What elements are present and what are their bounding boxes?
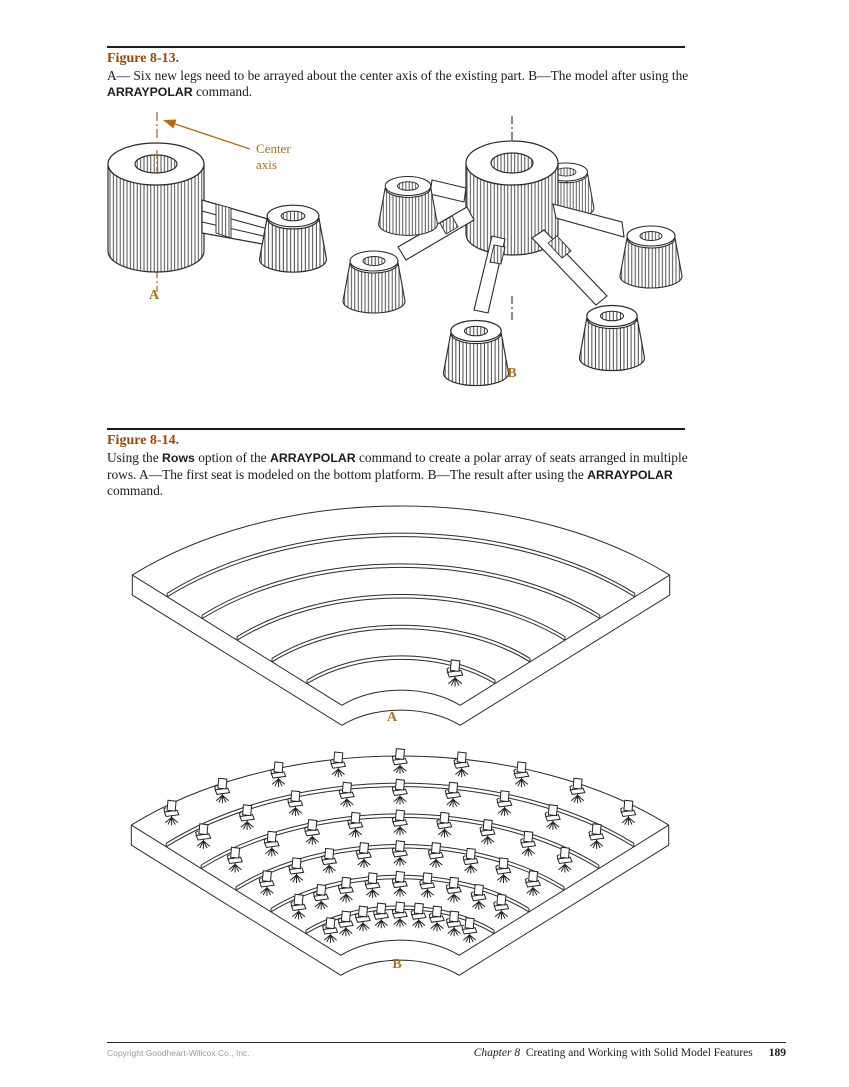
figure-8-13-caption	[107, 68, 691, 100]
figure-8-14-label-a: A	[386, 710, 398, 725]
center-axis-annotation	[256, 141, 291, 173]
page-number: 189	[768, 1047, 786, 1059]
command-name: ARRAYPOLAR	[587, 467, 673, 482]
figure-8-14-a-illustration	[95, 498, 715, 734]
footer-chapter-info	[474, 1047, 786, 1059]
command-name: ARRAYPOLAR	[269, 451, 356, 465]
figure-8-13-heading: Figure 8-13.	[107, 51, 180, 66]
seat-glyph	[392, 749, 407, 774]
chapter-label: Chapter 8	[473, 1047, 521, 1059]
option-name: Rows	[162, 451, 195, 465]
caption-text: command to create a polar array of seats arranged in multiple rows. A—The first seat is modeled on the bottom platform. B—The result after using the	[107, 450, 688, 482]
caption-text: Using the	[107, 450, 163, 465]
center-axis-label-line1: Center	[256, 141, 291, 156]
section-rule-top	[107, 46, 685, 48]
page-footer	[107, 1042, 786, 1059]
seat-glyph	[454, 752, 469, 777]
caption-text: command.	[192, 83, 253, 99]
figure-8-14-b-illustration	[95, 740, 715, 990]
figure-8-13-illustration	[90, 100, 710, 400]
figure-8-13-label-a: A	[148, 288, 160, 303]
copyright-text: Copyright Goodheart-Willcox Co., Inc.	[107, 1048, 250, 1058]
seat-glyph	[514, 762, 529, 787]
seat-glyph	[271, 762, 286, 787]
caption-text: command.	[107, 483, 164, 499]
section-rule-middle	[107, 428, 685, 430]
caption-text: A— Six new legs need to be arrayed about the center axis of the existing part. B—The model after using the	[107, 68, 689, 83]
center-axis-label-line2: axis	[256, 157, 277, 172]
figure-8-14-caption	[107, 450, 691, 499]
command-name: ARRAYPOLAR	[107, 84, 193, 99]
seat-glyph	[331, 752, 346, 777]
figure-8-14-heading: Figure 8-14.	[107, 433, 180, 448]
figure-8-14-label-b: B	[392, 957, 402, 972]
figure-8-13-label-b: B	[507, 366, 517, 381]
chapter-title: Creating and Working with Solid Model Features	[525, 1047, 753, 1059]
caption-text: option of the	[194, 450, 270, 465]
